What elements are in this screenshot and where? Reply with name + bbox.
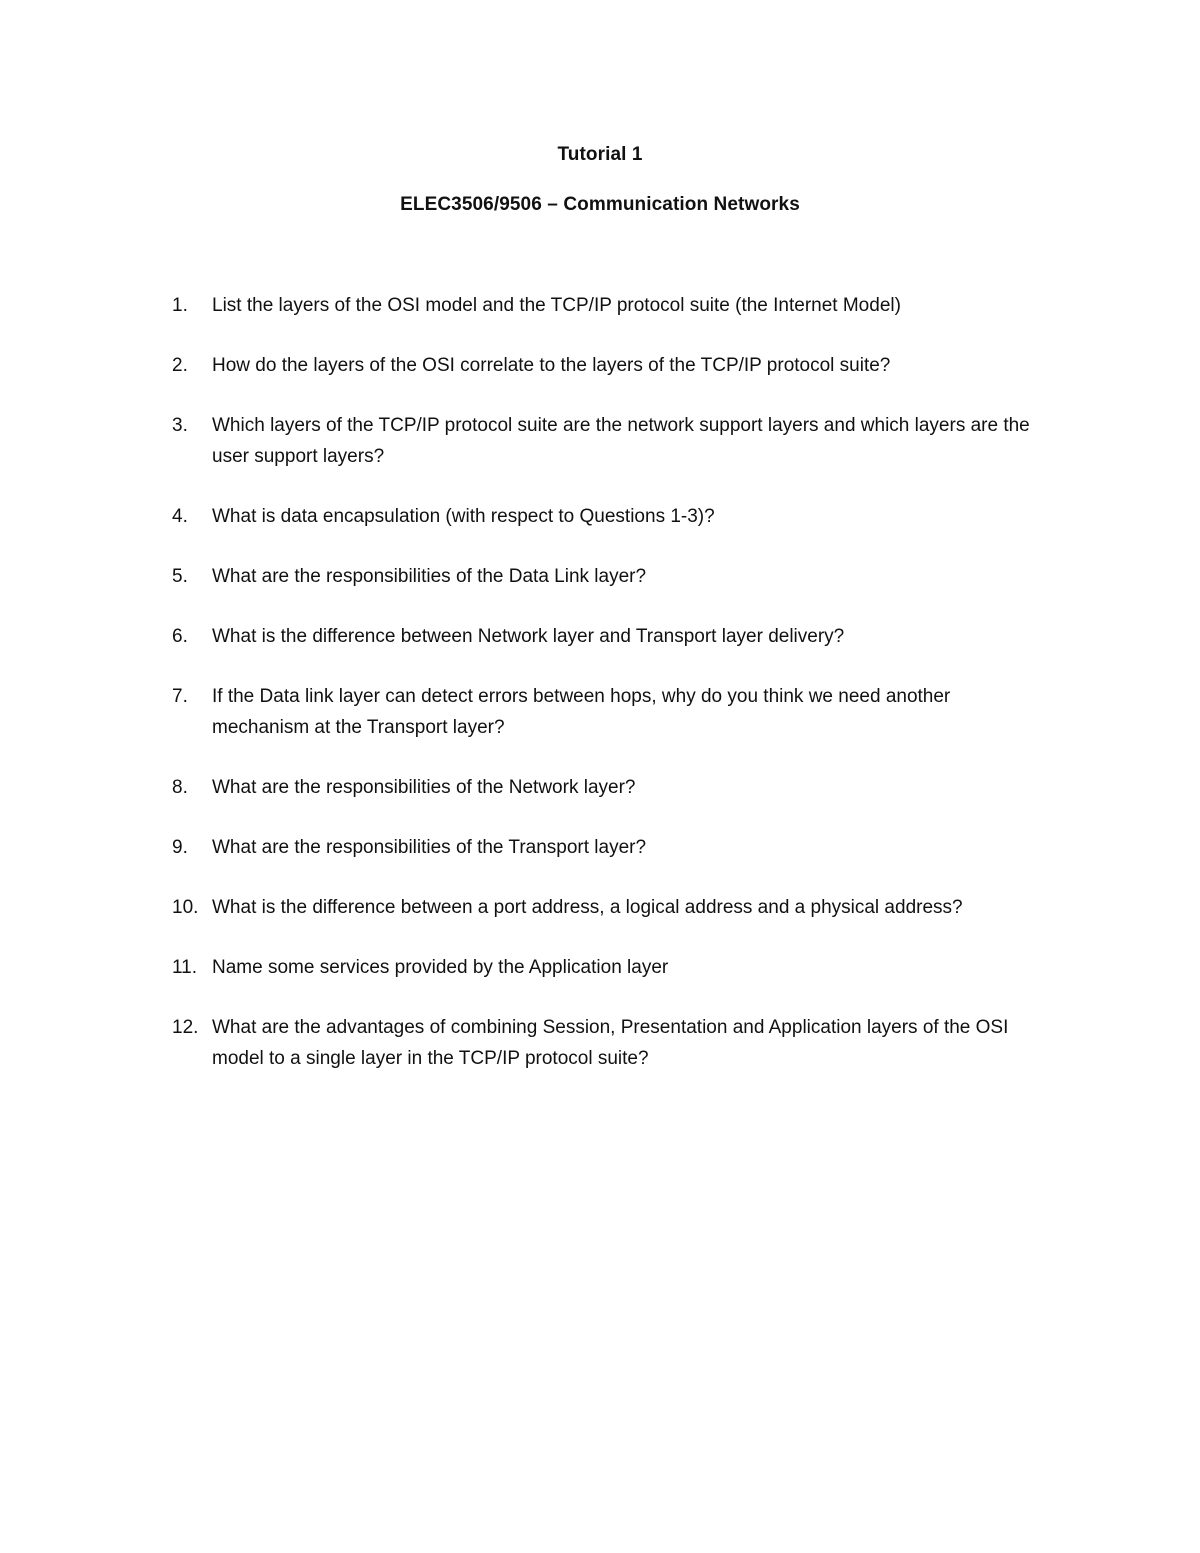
question-item [172,952,1052,983]
question-item [172,892,1052,923]
question-number: 5. [172,566,188,587]
question-text: What are the advantages of combining Session, Presentation and Application layers of the OSI model to a single layer in the TCP/IP protocol suite? [212,1017,1009,1069]
question-item [172,621,1052,652]
document-title: Tutorial 1 [557,144,643,165]
question-item [172,561,1052,592]
question-number: 1. [172,295,188,316]
question-number: 3. [172,415,188,436]
question-number: 9. [172,837,188,858]
question-item [172,1012,1052,1074]
question-text: If the Data link layer can detect errors between hops, why do you think we need another mechanism at the Transport layer? [212,686,951,738]
question-number: 4. [172,506,188,527]
question-text: List the layers of the OSI model and the TCP/IP protocol suite (the Internet Model) [212,295,901,316]
question-item [172,681,1052,743]
question-number: 10. [172,897,199,918]
question-number: 2. [172,355,188,376]
question-number: 6. [172,626,188,647]
question-number: 11. [172,957,198,978]
question-number: 12. [172,1017,199,1038]
question-text: What is data encapsulation (with respect to Questions 1-3)? [212,506,715,527]
question-text: What is the difference between a port address, a logical address and a physical address? [212,897,963,918]
question-item [172,290,1052,321]
question-text: What are the responsibilities of the Transport layer? [212,837,647,858]
question-text: Which layers of the TCP/IP protocol suite are the network support layers and which layers are the user support layers? [212,415,1030,467]
question-text: What is the difference between Network layer and Transport layer delivery? [212,626,845,647]
question-text: How do the layers of the OSI correlate to the layers of the TCP/IP protocol suite? [212,355,891,376]
question-text: What are the responsibilities of the Network layer? [212,777,636,798]
question-item [172,410,1052,472]
question-item [172,501,1052,532]
question-number: 7. [172,686,188,707]
document-subtitle: ELEC3506/9506 – Communication Networks [400,194,800,215]
question-item [172,772,1052,803]
question-number: 8. [172,777,188,798]
question-item [172,350,1052,381]
question-text: What are the responsibilities of the Data Link layer? [212,566,647,587]
question-list [172,290,1052,1103]
question-text: Name some services provided by the Application layer [212,957,669,978]
question-item [172,832,1052,863]
